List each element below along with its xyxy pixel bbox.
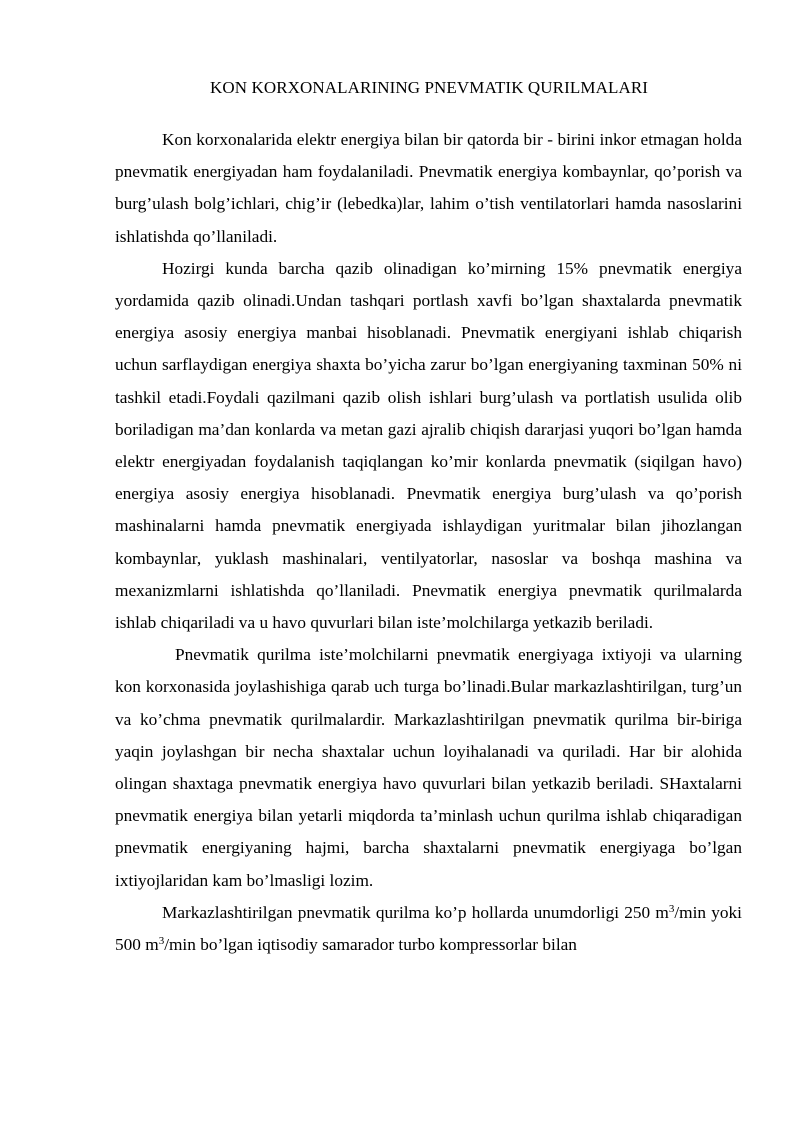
superscript-cubic-2: 3: [158, 935, 165, 948]
paragraph-4: [115, 897, 742, 961]
superscript-cubic-1: 3: [668, 902, 675, 915]
document-title: KON KORXONALARINING PNEVMATIK QURILMALARI: [209, 78, 649, 97]
paragraph-4-text-2: /min yoki 500 m: [115, 902, 742, 955]
paragraph-2: Hozirgi kunda barcha qazib olinadigan ko’mirning 15% pnevmatik energiya yordamida qazib olinadi.Undan tashqari portlash xavfi bo’lgan shaxtalarda pnevmatik energiya asosiy energiya manbai hisoblanadi. Pnevmatik energiyani ishlab chiqarish uchun sarflaydigan energiya shaxta bo’yicha zarur bo’lgan energiyaning taxminan 50% ni tashkil etadi.Foydali qazilmani qazib olish ishlari burg’ulash va portlatish usulida olib boriladigan ma’dan konlarda va metan gazi ajralib chiqish dararjasi yuqori bo’lgan hamda elektr energiyadan foydalanish taqiqlangan ko’mir konlarda pnevmatik (siqilgan havo) energiya asosiy energiya hisoblanadi. Pnevmatik energiya burg’ulash va qo’porish mashinalarni hamda pnevmatik energiyada ishlaydigan yuritmalar bilan jihozlangan kombaynlar, yuklash mashinalari, ventilyatorlar, nasoslar va boshqa mashina va mexanizmlarni ishlatishda qo’llaniladi. Pnevmatik energiya pnevmatik qurilmalarda ishlab chiqariladi va u havo quvurlari bilan iste’molchilarga yetkazib beriladi.: [115, 258, 742, 633]
paragraph-4-text-1: Markazlashtirilgan pnevmatik qurilma ko’p hollarda unumdorligi 250 m: [162, 902, 669, 922]
paragraph-3: Pnevmatik qurilma iste’molchilarni pnevmatik energiyaga ixtiyoji va ularning kon korxonasida joylashishiga qarab uch turga bo’linadi.Bular markazlashtirilgan, turg’un va ko’chma pnevmatik qurilmalardir. Markazlashtirilgan pnevmatik qurilma bir-biriga yaqin joylashgan bir necha shaxtalar uchun loyihalanadi va quriladi. Har bir alohida olingan shaxtaga pnevmatik energiya havo quvurlari bilan yetkazib beriladi. SHaxtalarni pnevmatik energiya bilan yetarli miqdorda ta’minlash uchun qurilma ishlab chiqaradigan pnevmatik energiyaning hajmi, barcha shaxtalarni pnevmatik energiyaga bo’lgan ixtiyojlaridan kam bo’lmasligi lozim.: [115, 645, 742, 890]
document-body: [115, 124, 742, 961]
paragraph-1: Kon korxonalarida elektr energiya bilan bir qatorda bir - birini inkor etmagan holda pnevmatik energiyadan ham foydalaniladi. Pnevmatik energiya kombaynlar, qo’porish va burg’ulash bolg’ichlari, chig’ir (lebedka)lar, lahim o’tish ventilatorlari hamda nasoslarini ishlatishda qo’llaniladi.: [115, 130, 742, 246]
paragraph-4-text-3: /min bo’lgan iqtisodiy samarador turbo kompressorlar bilan: [164, 935, 577, 955]
